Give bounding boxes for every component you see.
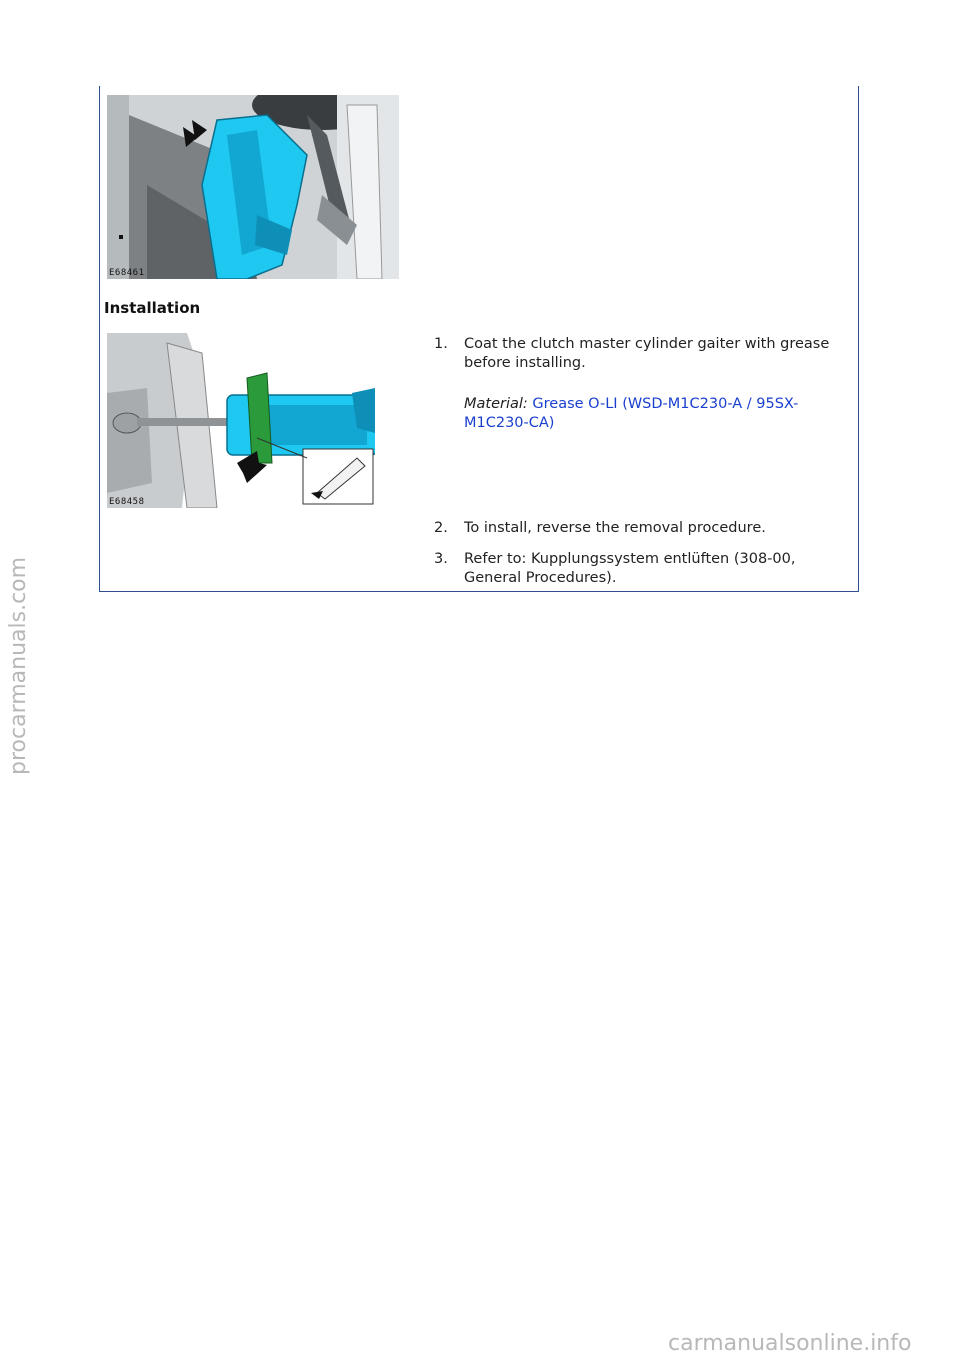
material-link[interactable]: Grease O-LI (WSD-M1C230-A / 95SX-M1C230-CA) xyxy=(464,396,799,431)
step-2-number: 2. xyxy=(434,520,448,536)
material-label: Material: xyxy=(464,396,528,412)
figure-removal-illustration xyxy=(107,95,399,279)
watermark-bottom: carmanualsonline.info xyxy=(668,1331,912,1356)
figure-installation-label: E68458 xyxy=(109,497,145,507)
step-3-text[interactable]: Refer to: Kupplungssystem entlüften (308-00, General Procedures). xyxy=(464,551,796,586)
step-1-number: 1. xyxy=(434,336,448,352)
figure-installation xyxy=(107,333,375,508)
figure-removal-label: E68461 xyxy=(109,268,145,278)
step-3-number: 3. xyxy=(434,551,448,567)
step-1-text: Coat the clutch master cylinder gaiter with grease before installing. xyxy=(464,336,830,371)
figure-installation-illustration xyxy=(107,333,375,508)
section-heading: Installation xyxy=(104,299,201,317)
material-note xyxy=(464,395,854,433)
watermark-side: procarmanuals.com xyxy=(6,556,31,775)
figure-removal xyxy=(107,95,399,279)
step-2-text: To install, reverse the removal procedure. xyxy=(464,520,766,536)
